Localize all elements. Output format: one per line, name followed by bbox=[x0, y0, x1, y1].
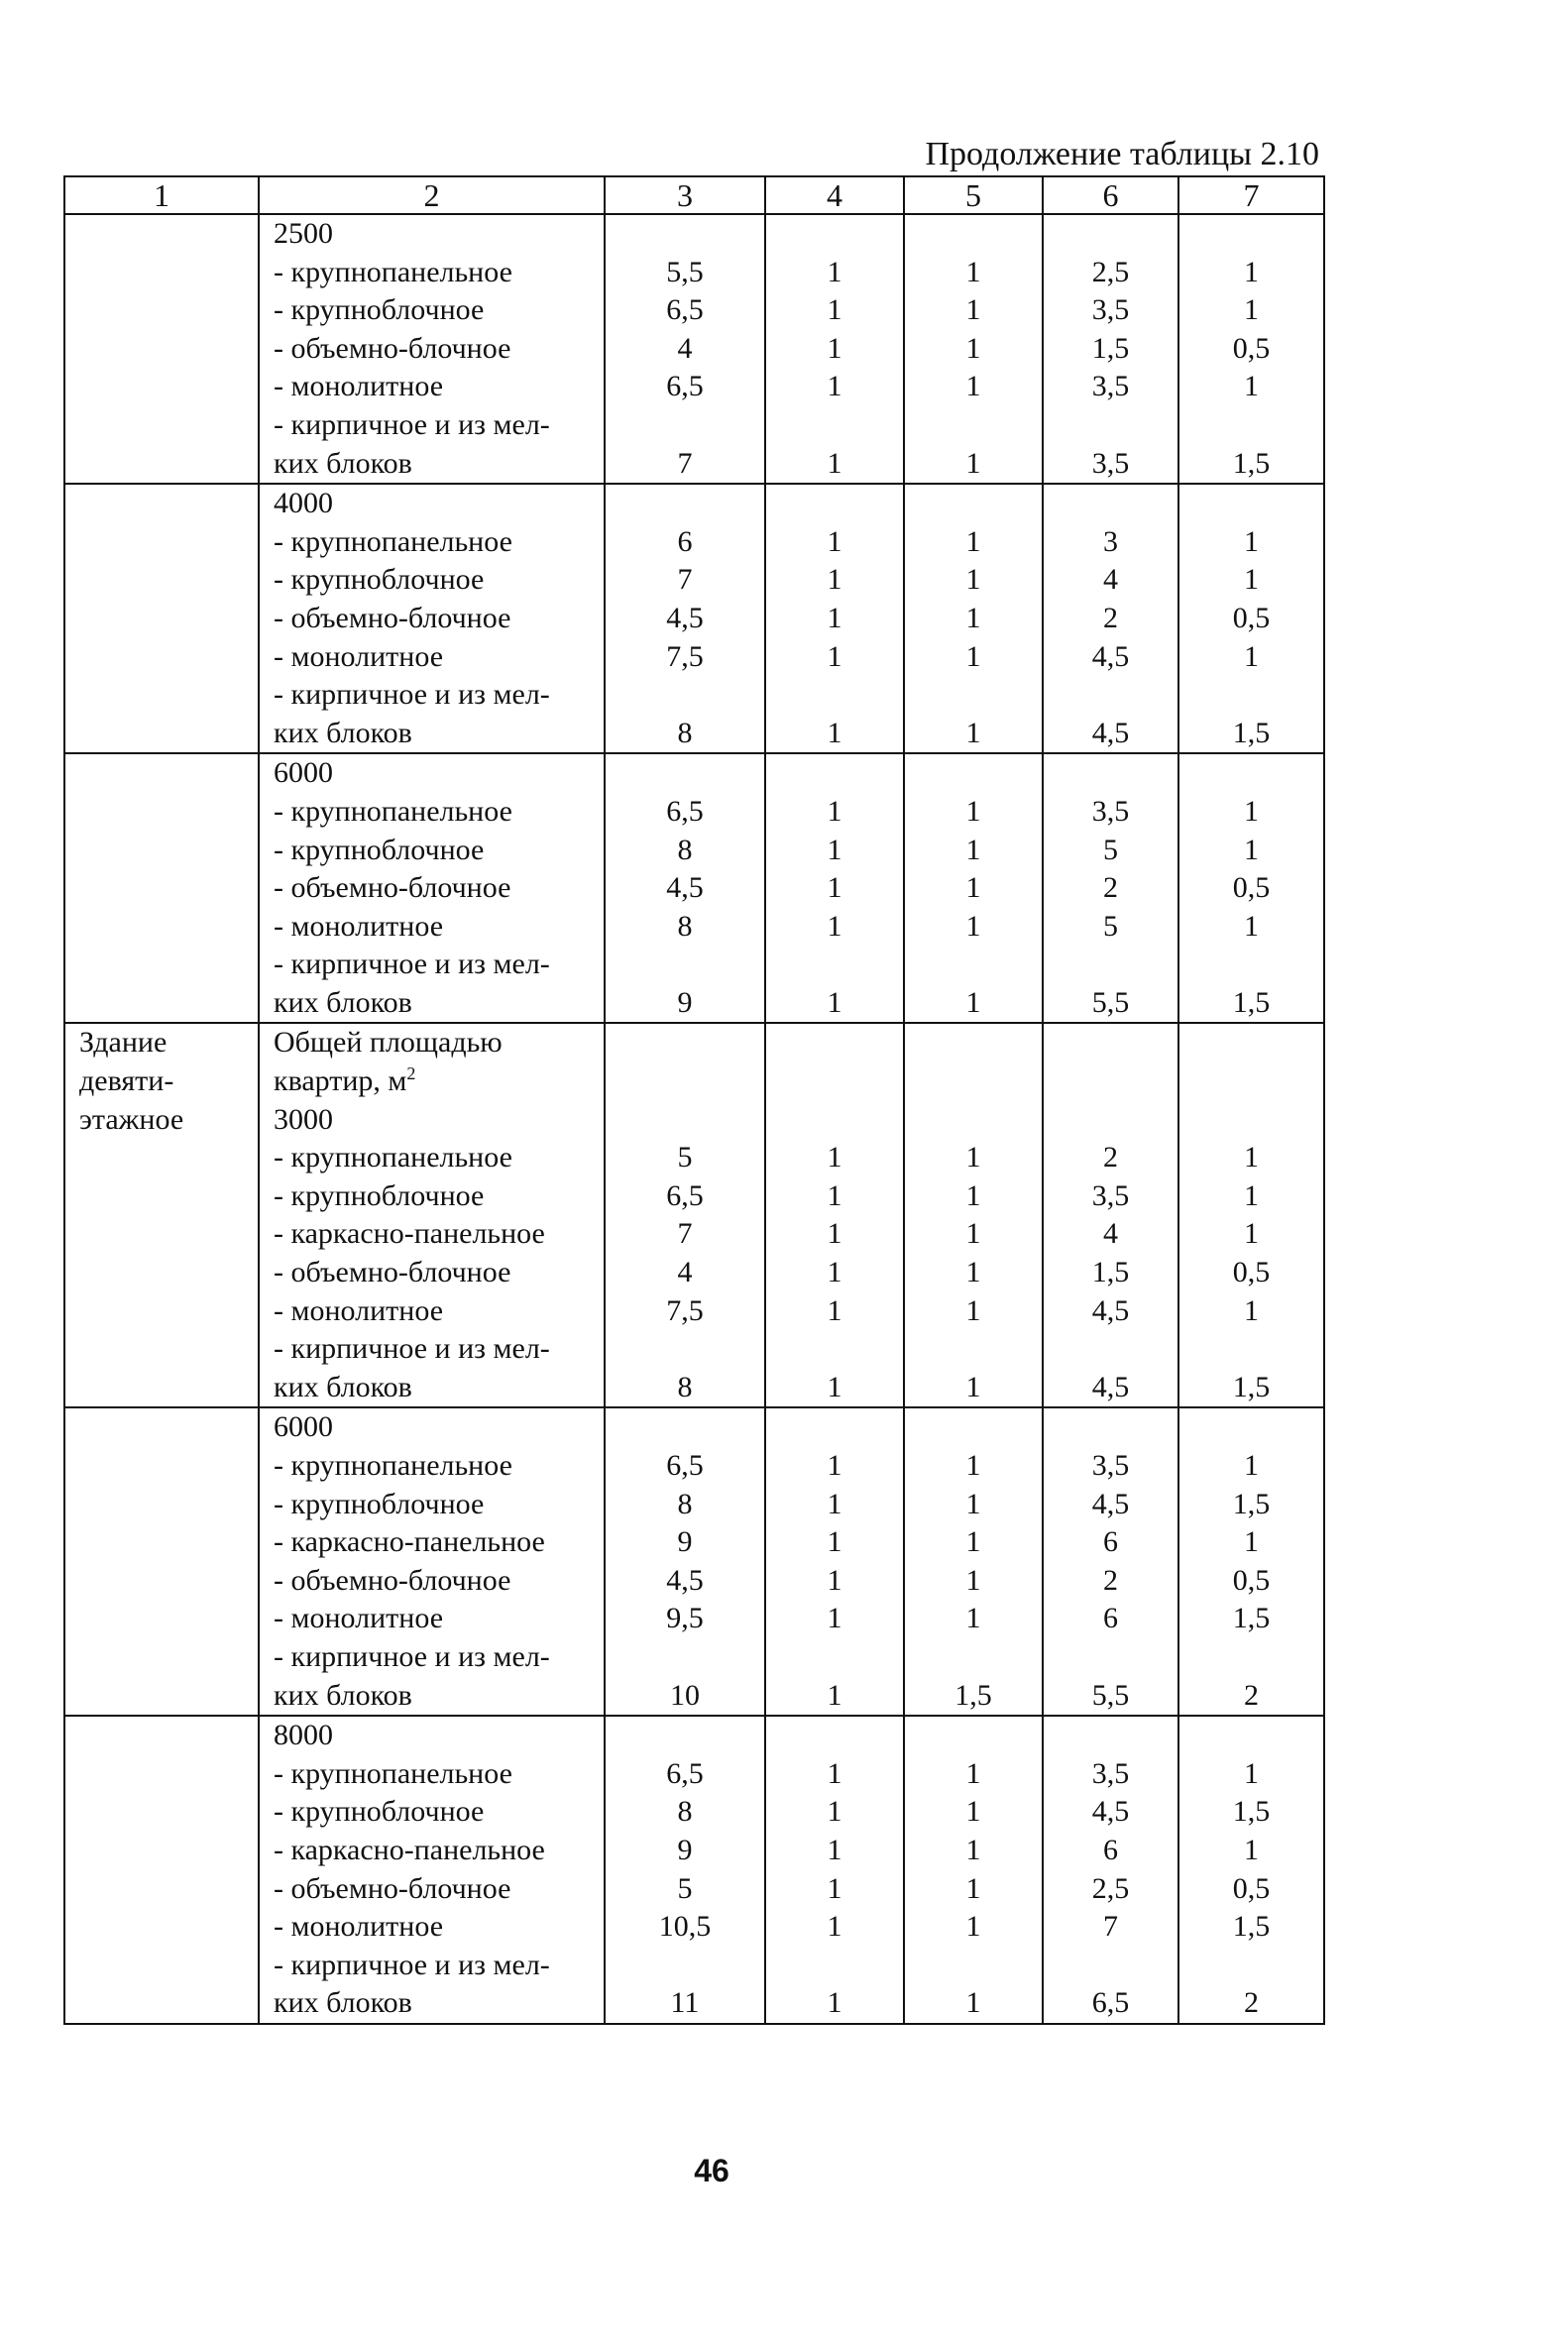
value-cell-col5 bbox=[904, 1023, 1043, 1407]
value: 3,5 bbox=[1091, 370, 1130, 403]
value-cell-col6 bbox=[1043, 1716, 1178, 2024]
group-heading-line bbox=[260, 1408, 604, 1447]
table-row-group bbox=[64, 484, 1324, 753]
construction-type-line: ких блоков bbox=[274, 1370, 412, 1403]
value-cell-col7 bbox=[1178, 753, 1324, 1023]
value: 1 bbox=[965, 639, 981, 673]
value: 1 bbox=[1244, 524, 1259, 558]
value: 1 bbox=[827, 985, 842, 1019]
value: 4,5 bbox=[666, 601, 704, 634]
value: 3,5 bbox=[1091, 1178, 1130, 1212]
value: 1 bbox=[827, 524, 842, 558]
value: 1 bbox=[1244, 794, 1259, 828]
value: 1 bbox=[965, 255, 981, 288]
value: 0,5 bbox=[1232, 601, 1271, 634]
value: 4 bbox=[1103, 563, 1118, 597]
value-cell-col7 bbox=[1178, 1023, 1324, 1407]
value: 4 bbox=[1103, 1217, 1118, 1251]
value: 1 bbox=[965, 1833, 981, 1866]
construction-type-line: - крупноблочное bbox=[274, 563, 485, 597]
value: 1 bbox=[1244, 1449, 1259, 1482]
column-header: 2 bbox=[259, 176, 605, 214]
value: 6,5 bbox=[666, 293, 704, 327]
value-cell-col6 bbox=[1043, 1023, 1178, 1407]
value: 4 bbox=[677, 331, 693, 365]
value-cell-col6 bbox=[1043, 1407, 1178, 1716]
value: 1 bbox=[965, 1525, 981, 1559]
value: 3,5 bbox=[1091, 1756, 1130, 1790]
value: 1,5 bbox=[1232, 1795, 1271, 1829]
construction-type-line: ких блоков bbox=[274, 1986, 412, 2020]
value-cell-col6 bbox=[1043, 214, 1178, 484]
value: 6 bbox=[1103, 1525, 1118, 1559]
value: 7 bbox=[677, 563, 693, 597]
value: 1,5 bbox=[1091, 1256, 1130, 1289]
value-cell-col5 bbox=[904, 1716, 1043, 2024]
column-header: 3 bbox=[605, 176, 765, 214]
value: 4,5 bbox=[1091, 716, 1130, 749]
value-cell-col5 bbox=[904, 214, 1043, 484]
page-number: 46 bbox=[694, 2153, 729, 2188]
value: 1 bbox=[965, 909, 981, 943]
value: 1 bbox=[1244, 833, 1259, 866]
value-cell-col5 bbox=[904, 753, 1043, 1023]
value-cell-col3 bbox=[605, 214, 765, 484]
value: 5 bbox=[677, 1871, 693, 1905]
value: 1 bbox=[827, 833, 842, 866]
value: 5,5 bbox=[666, 255, 704, 288]
value: 1 bbox=[1244, 293, 1259, 327]
value: 5 bbox=[677, 1141, 693, 1174]
group-heading-text: 6000 bbox=[274, 1410, 333, 1444]
value: 1,5 bbox=[954, 1678, 992, 1712]
value: 2 bbox=[1103, 871, 1118, 905]
value: 1 bbox=[827, 370, 842, 403]
building-type-line: этажное bbox=[79, 1102, 184, 1136]
construction-type-line: - кирпичное и из мел- bbox=[274, 1332, 550, 1366]
group-heading-text: 3000 bbox=[274, 1102, 333, 1136]
value: 1 bbox=[827, 446, 842, 480]
value: 1 bbox=[827, 1910, 842, 1944]
construction-type-line: - монолитное bbox=[274, 1910, 444, 1944]
group-heading-line bbox=[260, 215, 604, 254]
construction-type-line: - крупнопанельное bbox=[274, 1141, 512, 1174]
construction-type-line: - крупнопанельное bbox=[274, 1756, 512, 1790]
value: 0,5 bbox=[1232, 331, 1271, 365]
value: 9 bbox=[677, 1525, 693, 1559]
value: 1 bbox=[965, 1795, 981, 1829]
value: 1 bbox=[965, 1141, 981, 1174]
value: 1 bbox=[965, 370, 981, 403]
building-type-cell bbox=[64, 1716, 259, 2024]
value-cell-col7 bbox=[1178, 1716, 1324, 2024]
value: 1 bbox=[965, 1293, 981, 1327]
construction-type-line: - кирпичное и из мел- bbox=[274, 678, 550, 712]
value: 1 bbox=[965, 794, 981, 828]
value: 1 bbox=[1244, 1141, 1259, 1174]
value: 1 bbox=[827, 716, 842, 749]
value: 1,5 bbox=[1232, 1487, 1271, 1520]
construction-type-line: - объемно-блочное bbox=[274, 331, 511, 365]
construction-type-line: - крупноблочное bbox=[274, 1795, 485, 1829]
value: 1 bbox=[1244, 909, 1259, 943]
value: 6 bbox=[1103, 1602, 1118, 1635]
value: 2 bbox=[1103, 1563, 1118, 1597]
group-heading-line bbox=[260, 1717, 604, 1755]
group-heading-line bbox=[260, 485, 604, 523]
group-heading-text: 8000 bbox=[274, 1719, 333, 1752]
table-row-group bbox=[64, 753, 1324, 1023]
description-cell bbox=[259, 1023, 605, 1407]
value: 1 bbox=[827, 1525, 842, 1559]
group-heading-text: Общей площадью bbox=[274, 1026, 503, 1060]
value: 1 bbox=[1244, 639, 1259, 673]
value: 2 bbox=[1103, 601, 1118, 634]
value: 4,5 bbox=[1091, 1487, 1130, 1520]
construction-type-line: - объемно-блочное bbox=[274, 601, 511, 634]
value-cell-col3 bbox=[605, 753, 765, 1023]
value: 6,5 bbox=[666, 370, 704, 403]
value: 1 bbox=[827, 871, 842, 905]
value-cell-col3 bbox=[605, 1023, 765, 1407]
group-heading-line bbox=[260, 1024, 604, 1062]
value-cell-col4 bbox=[765, 1023, 904, 1407]
value: 1 bbox=[827, 909, 842, 943]
value: 4,5 bbox=[1091, 639, 1130, 673]
value: 5,5 bbox=[1091, 1678, 1130, 1712]
value: 6 bbox=[677, 524, 693, 558]
value: 1 bbox=[1244, 1178, 1259, 1212]
value: 0,5 bbox=[1232, 1563, 1271, 1597]
value: 1 bbox=[965, 563, 981, 597]
value-cell-col4 bbox=[765, 214, 904, 484]
construction-type-line: - монолитное bbox=[274, 370, 444, 403]
value: 9 bbox=[677, 985, 693, 1019]
value: 1 bbox=[827, 1678, 842, 1712]
value: 3,5 bbox=[1091, 293, 1130, 327]
value: 1 bbox=[965, 1217, 981, 1251]
table-caption: Продолжение таблицы 2.10 bbox=[925, 136, 1319, 172]
value: 11 bbox=[670, 1986, 700, 2020]
value: 3,5 bbox=[1091, 1449, 1130, 1482]
column-header: 5 bbox=[904, 176, 1043, 214]
construction-type-line: - крупнопанельное bbox=[274, 255, 512, 288]
group-heading-text: 2500 bbox=[274, 217, 333, 250]
value: 8 bbox=[677, 1795, 693, 1829]
value: 1,5 bbox=[1232, 716, 1271, 749]
value-cell-col5 bbox=[904, 1407, 1043, 1716]
value: 0,5 bbox=[1232, 871, 1271, 905]
construction-type-line: ких блоков bbox=[274, 1678, 412, 1712]
value: 1 bbox=[827, 293, 842, 327]
value-cell-col3 bbox=[605, 1407, 765, 1716]
value: 10 bbox=[670, 1678, 700, 1712]
value: 1 bbox=[827, 1871, 842, 1905]
value: 1 bbox=[965, 331, 981, 365]
column-header: 7 bbox=[1178, 176, 1324, 214]
value: 1 bbox=[965, 1563, 981, 1597]
value: 1,5 bbox=[1091, 331, 1130, 365]
value-cell-col7 bbox=[1178, 484, 1324, 753]
value: 1 bbox=[827, 1141, 842, 1174]
value: 1,5 bbox=[1232, 1370, 1271, 1403]
value: 1 bbox=[827, 1487, 842, 1520]
construction-type-line: - кирпичное и из мел- bbox=[274, 948, 550, 981]
value: 7,5 bbox=[666, 639, 704, 673]
value: 1 bbox=[827, 639, 842, 673]
value: 1 bbox=[1244, 1217, 1259, 1251]
construction-type-line: - объемно-блочное bbox=[274, 1563, 511, 1597]
value: 1,5 bbox=[1232, 985, 1271, 1019]
value: 6,5 bbox=[666, 1178, 704, 1212]
value: 2 bbox=[1244, 1678, 1259, 1712]
group-heading-line bbox=[260, 754, 604, 793]
value: 5 bbox=[1103, 833, 1118, 866]
column-header: 4 bbox=[765, 176, 904, 214]
construction-type-line: - кирпичное и из мел- bbox=[274, 407, 550, 441]
value: 9 bbox=[677, 1833, 693, 1866]
value: 1 bbox=[1244, 1293, 1259, 1327]
value-cell-col4 bbox=[765, 1716, 904, 2024]
value: 1,5 bbox=[1232, 446, 1271, 480]
value-cell-col5 bbox=[904, 484, 1043, 753]
value: 7,5 bbox=[666, 1293, 704, 1327]
value-cell-col7 bbox=[1178, 1407, 1324, 1716]
value: 0,5 bbox=[1232, 1871, 1271, 1905]
value: 1,5 bbox=[1232, 1910, 1271, 1944]
value: 7 bbox=[677, 1217, 693, 1251]
construction-type-line: - объемно-блочное bbox=[274, 871, 511, 905]
value: 1 bbox=[827, 563, 842, 597]
value-cell-col4 bbox=[765, 484, 904, 753]
description-cell bbox=[259, 214, 605, 484]
value: 1 bbox=[1244, 255, 1259, 288]
building-type-line: Здание bbox=[79, 1026, 168, 1060]
construction-type-line: - крупнопанельное bbox=[274, 794, 512, 828]
value: 1 bbox=[965, 833, 981, 866]
group-heading-line bbox=[260, 1101, 604, 1140]
value: 1 bbox=[827, 1178, 842, 1212]
construction-type-line: - объемно-блочное bbox=[274, 1871, 511, 1905]
value-cell-col3 bbox=[605, 484, 765, 753]
construction-type-line: - монолитное bbox=[274, 639, 444, 673]
value-cell-col6 bbox=[1043, 753, 1178, 1023]
value-cell-col7 bbox=[1178, 214, 1324, 484]
value: 1 bbox=[1244, 1833, 1259, 1866]
value: 1 bbox=[827, 1217, 842, 1251]
construction-type-line: - монолитное bbox=[274, 1602, 444, 1635]
value: 1 bbox=[1244, 563, 1259, 597]
value: 1 bbox=[965, 1178, 981, 1212]
value: 1 bbox=[1244, 1525, 1259, 1559]
value: 1 bbox=[827, 255, 842, 288]
value: 5 bbox=[1103, 909, 1118, 943]
column-header: 1 bbox=[64, 176, 259, 214]
construction-type-line: - крупноблочное bbox=[274, 1487, 485, 1520]
description-cell bbox=[259, 484, 605, 753]
value: 1 bbox=[827, 1293, 842, 1327]
group-heading-text: квартир, м bbox=[274, 1064, 407, 1098]
value: 3,5 bbox=[1091, 794, 1130, 828]
area-unit-superscript: 2 bbox=[406, 1063, 416, 1084]
value: 1 bbox=[965, 1487, 981, 1520]
value: 1 bbox=[965, 985, 981, 1019]
value: 4,5 bbox=[666, 871, 704, 905]
value: 0,5 bbox=[1232, 1256, 1271, 1289]
value: 1 bbox=[827, 1602, 842, 1635]
value: 9,5 bbox=[666, 1602, 704, 1635]
value: 4,5 bbox=[666, 1563, 704, 1597]
construction-type-line: - объемно-блочное bbox=[274, 1256, 511, 1289]
value: 1 bbox=[827, 1756, 842, 1790]
construction-type-line: - кирпичное и из мел- bbox=[274, 1639, 550, 1673]
value: 4,5 bbox=[1091, 1795, 1130, 1829]
building-type-cell bbox=[64, 214, 259, 484]
value: 1 bbox=[965, 601, 981, 634]
description-cell bbox=[259, 1407, 605, 1716]
value: 1 bbox=[965, 524, 981, 558]
building-type-cell bbox=[64, 1407, 259, 1716]
value: 8 bbox=[677, 909, 693, 943]
construction-type-line: - крупноблочное bbox=[274, 833, 485, 866]
value: 6,5 bbox=[666, 1449, 704, 1482]
construction-type-line: - крупнопанельное bbox=[274, 1449, 512, 1482]
value: 4 bbox=[677, 1256, 693, 1289]
value: 8 bbox=[677, 1487, 693, 1520]
construction-type-line: ких блоков bbox=[274, 446, 412, 480]
value: 2,5 bbox=[1091, 255, 1130, 288]
value: 2 bbox=[1103, 1141, 1118, 1174]
construction-type-line: - каркасно-панельное bbox=[274, 1833, 545, 1866]
value-cell-col6 bbox=[1043, 484, 1178, 753]
value: 4,5 bbox=[1091, 1293, 1130, 1327]
value: 1 bbox=[965, 1756, 981, 1790]
construction-type-line: - крупнопанельное bbox=[274, 524, 512, 558]
value: 1 bbox=[827, 1833, 842, 1866]
building-type-line: девяти- bbox=[79, 1064, 174, 1098]
value: 1 bbox=[827, 601, 842, 634]
value: 1,5 bbox=[1232, 1602, 1271, 1635]
value-cell-col3 bbox=[605, 1716, 765, 2024]
value: 1 bbox=[965, 446, 981, 480]
value: 8 bbox=[677, 833, 693, 866]
building-type-cell bbox=[64, 1023, 259, 1407]
value: 1 bbox=[965, 1910, 981, 1944]
value: 3 bbox=[1103, 524, 1118, 558]
table-row-group bbox=[64, 1407, 1324, 1716]
construction-type-line: - каркасно-панельное bbox=[274, 1525, 545, 1559]
value: 1 bbox=[965, 293, 981, 327]
value-cell-col4 bbox=[765, 1407, 904, 1716]
table-row-group bbox=[64, 214, 1324, 484]
value: 6,5 bbox=[666, 1756, 704, 1790]
building-type-cell bbox=[64, 484, 259, 753]
construction-type-line: - каркасно-панельное bbox=[274, 1217, 545, 1251]
value-cell-col4 bbox=[765, 753, 904, 1023]
value: 1 bbox=[965, 1602, 981, 1635]
value: 1 bbox=[965, 1871, 981, 1905]
value: 1 bbox=[827, 1986, 842, 2020]
value: 8 bbox=[677, 1370, 693, 1403]
construction-type-line: ких блоков bbox=[274, 716, 412, 749]
value: 1 bbox=[965, 1986, 981, 2020]
header-row bbox=[64, 176, 1324, 214]
value: 1 bbox=[965, 1256, 981, 1289]
value: 1 bbox=[827, 1795, 842, 1829]
value: 10,5 bbox=[658, 1910, 712, 1944]
value: 2,5 bbox=[1091, 1871, 1130, 1905]
column-header: 6 bbox=[1043, 176, 1178, 214]
value: 1 bbox=[965, 716, 981, 749]
value: 8 bbox=[677, 716, 693, 749]
table-row-group bbox=[64, 1023, 1324, 1407]
value: 1 bbox=[827, 1256, 842, 1289]
value: 1 bbox=[1244, 1756, 1259, 1790]
value: 1 bbox=[827, 1370, 842, 1403]
construction-type-line: - крупноблочное bbox=[274, 1178, 485, 1212]
value: 1 bbox=[965, 1370, 981, 1403]
value: 1 bbox=[965, 1449, 981, 1482]
value: 1 bbox=[827, 1563, 842, 1597]
group-heading-text: 4000 bbox=[274, 487, 333, 520]
value: 6,5 bbox=[666, 794, 704, 828]
value: 1 bbox=[1244, 370, 1259, 403]
value: 5,5 bbox=[1091, 985, 1130, 1019]
value: 6,5 bbox=[1091, 1986, 1130, 2020]
value: 7 bbox=[1103, 1910, 1118, 1944]
value: 7 bbox=[677, 446, 693, 480]
value: 3,5 bbox=[1091, 446, 1130, 480]
construction-type-line: - кирпичное и из мел- bbox=[274, 1948, 550, 1981]
value: 1 bbox=[827, 794, 842, 828]
description-cell bbox=[259, 1716, 605, 2024]
group-heading-line bbox=[260, 1062, 604, 1101]
table-row-group bbox=[64, 1716, 1324, 2024]
value: 2 bbox=[1244, 1986, 1259, 2020]
building-type-cell bbox=[64, 753, 259, 1023]
construction-type-line: - крупноблочное bbox=[274, 293, 485, 327]
value: 1 bbox=[827, 331, 842, 365]
value: 1 bbox=[965, 871, 981, 905]
construction-type-line: - монолитное bbox=[274, 909, 444, 943]
value: 1 bbox=[827, 1449, 842, 1482]
value: 4,5 bbox=[1091, 1370, 1130, 1403]
group-heading-text: 6000 bbox=[274, 756, 333, 790]
description-cell bbox=[259, 753, 605, 1023]
construction-type-line: ких блоков bbox=[274, 985, 412, 1019]
construction-type-line: - монолитное bbox=[274, 1293, 444, 1327]
data-table bbox=[63, 175, 1325, 2025]
value: 6 bbox=[1103, 1833, 1118, 1866]
